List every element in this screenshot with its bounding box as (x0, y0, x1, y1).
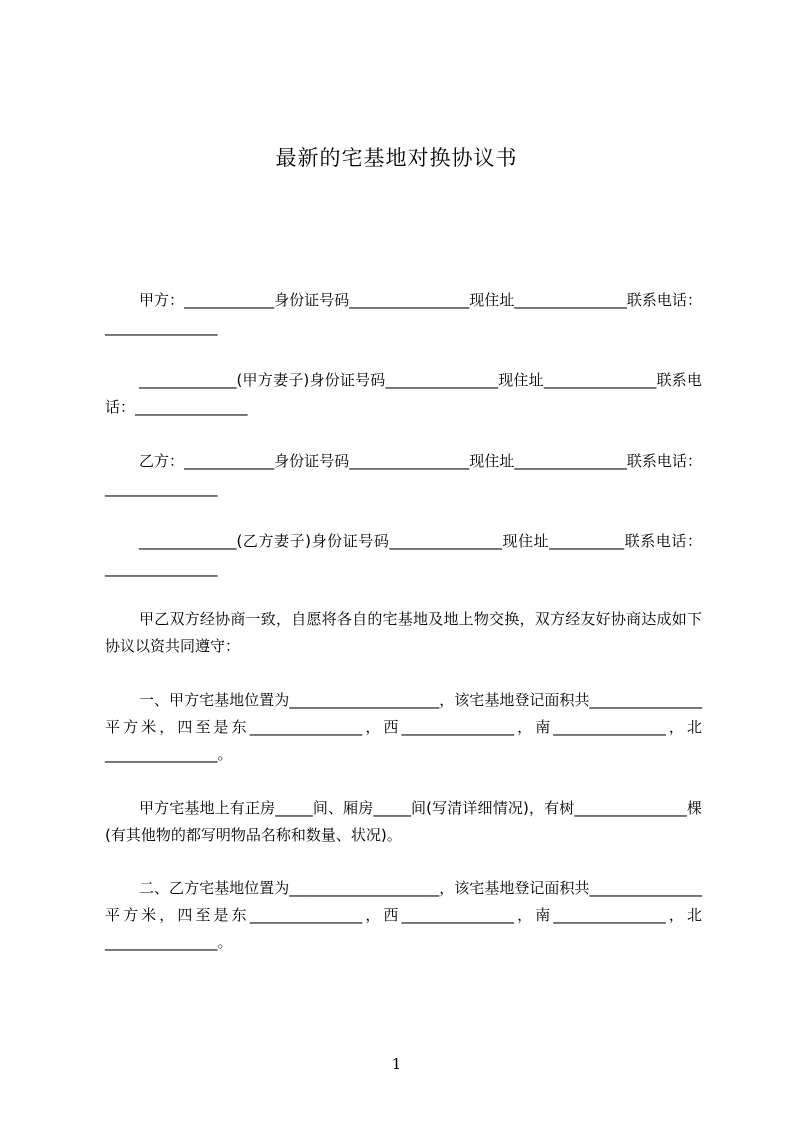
party-b-spouse-info: _____________(乙方妻子)身份证号码_______________现住址__________联系电话：_______________ (105, 532, 702, 577)
party-a-spouse-info: _____________(甲方妻子)身份证号码_______________现住址_______________联系电话：_______________ (105, 371, 702, 416)
document-title: 最新的宅基地对换协议书 (275, 146, 518, 170)
party-a-info: 甲方：____________身份证号码________________现住址_______________联系电话：_______________ (105, 291, 702, 336)
clause-party-a-homestead: 一、甲方宅基地位置为____________________，该宅基地登记面积共_______________平方米，四至是东_______________，西_______________，南_______________，北_______________。 (105, 691, 702, 763)
page-number: 1 (391, 1055, 402, 1073)
agreement-preamble: 甲乙双方经协商一致，自愿将各自的宅基地及地上物交换，双方经友好协商达成如下协议以资共同遵守： (105, 610, 702, 655)
party-b-info: 乙方：____________身份证号码________________现住址_______________联系电话：_______________ (105, 452, 702, 497)
clause-party-a-buildings: 甲方宅基地上有正房_____间、厢房_____间(写清详细情况)，有树_______________棵(有其他物的都写明物品名称和数量、状况)。 (105, 799, 702, 844)
clause-party-b-homestead: 二、乙方宅基地位置为____________________，该宅基地登记面积共_______________平方米，四至是东_______________，西_______________，南_______________，北_______________。 (105, 879, 702, 951)
